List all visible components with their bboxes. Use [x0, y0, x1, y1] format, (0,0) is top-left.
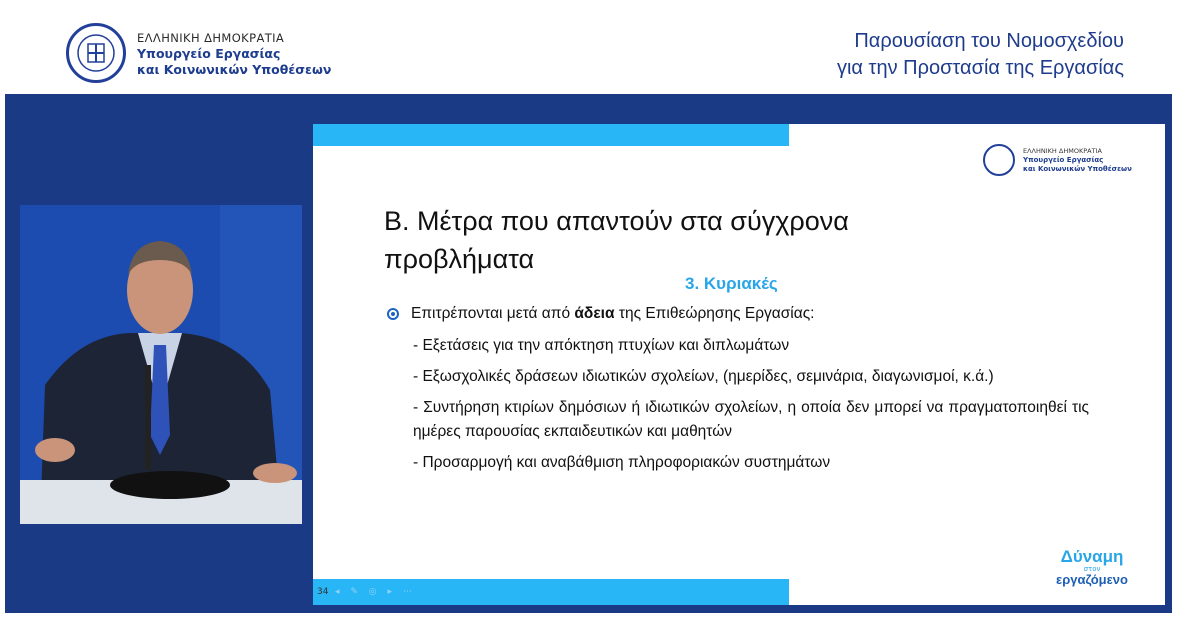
presentation-slide — [313, 124, 1165, 605]
presentation-title-line1: Παρουσίαση του Νομοσχεδίου — [854, 30, 1124, 52]
slide-item-list — [413, 334, 1089, 482]
bullet-text-before: Επιτρέπονται μετά από — [411, 305, 571, 322]
list-item: - Προσαρμογή και αναβάθμιση πληροφοριακών συστημάτων — [413, 454, 831, 471]
slide-seal-icon — [983, 144, 1015, 176]
slide-toolbar-icons[interactable]: ◂ ✎ ◎ ▸ ⋯ — [335, 587, 416, 597]
ministry-line3: και Κοινωνικών Υποθέσεων — [137, 62, 332, 77]
presentation-header — [0, 0, 1187, 94]
list-item: - Συντήρηση κτιρίων δημόσιων ή ιδιωτικών σχολείων, η οποία δεν μπορεί να πραγματοποιηθεί τις ημέρες παρουσίας εκπαιδευτικών και μαθητών — [413, 399, 1089, 440]
list-item: - Εξωσχολικές δράσεων ιδιωτικών σχολείων, (ημερίδες, σεμινάρια, διαγωνισμοί, κ.ά.) — [413, 368, 994, 385]
presentation-title-line2: για την Προστασία της Εργασίας — [836, 57, 1124, 79]
bullet-text-after: της Επιθεώρησης Εργασίας: — [618, 305, 815, 322]
slide-top-accent-bar — [313, 124, 789, 146]
list-item: - Εξετάσεις για την απόκτηση πτυχίων και διπλωμάτων — [413, 337, 790, 354]
slide-brand-logo — [1037, 547, 1147, 587]
radio-bullet-icon — [387, 308, 399, 320]
ministry-label — [137, 30, 331, 78]
brand-line1: Δύναμη — [1060, 547, 1124, 566]
slide-bullet — [387, 305, 1107, 323]
brand-line3: εργαζόμενο — [1056, 572, 1128, 587]
presentation-title — [837, 28, 1124, 82]
hellenic-republic-seal-icon — [66, 23, 126, 83]
brand-line2: στον — [1083, 565, 1101, 573]
ministry-line2: Υπουργείο Εργασίας — [137, 46, 281, 61]
ministry-line1: ΕΛΛΗΝΙΚΗ ΔΗΜΟΚΡΑΤΙΑ — [137, 31, 285, 45]
slide-ministry-line2: Υπουργείο Εργασίας — [1023, 156, 1104, 164]
slide-page-number: 34 — [317, 587, 329, 597]
speaker-video — [20, 205, 302, 524]
slide-title: Β. Μέτρα που απαντούν στα σύγχρονα προβλήματα — [384, 206, 849, 274]
slide-ministry-line1: ΕΛΛΗΝΙΚΗ ΔΗΜΟΚΡΑΤΙΑ — [1023, 147, 1102, 155]
bullet-text-bold: άδεια — [574, 305, 615, 322]
slide-subtitle: 3. Κυριακές — [685, 274, 778, 293]
slide-ministry-line3: και Κοινωνικών Υποθέσεων — [1023, 165, 1132, 173]
